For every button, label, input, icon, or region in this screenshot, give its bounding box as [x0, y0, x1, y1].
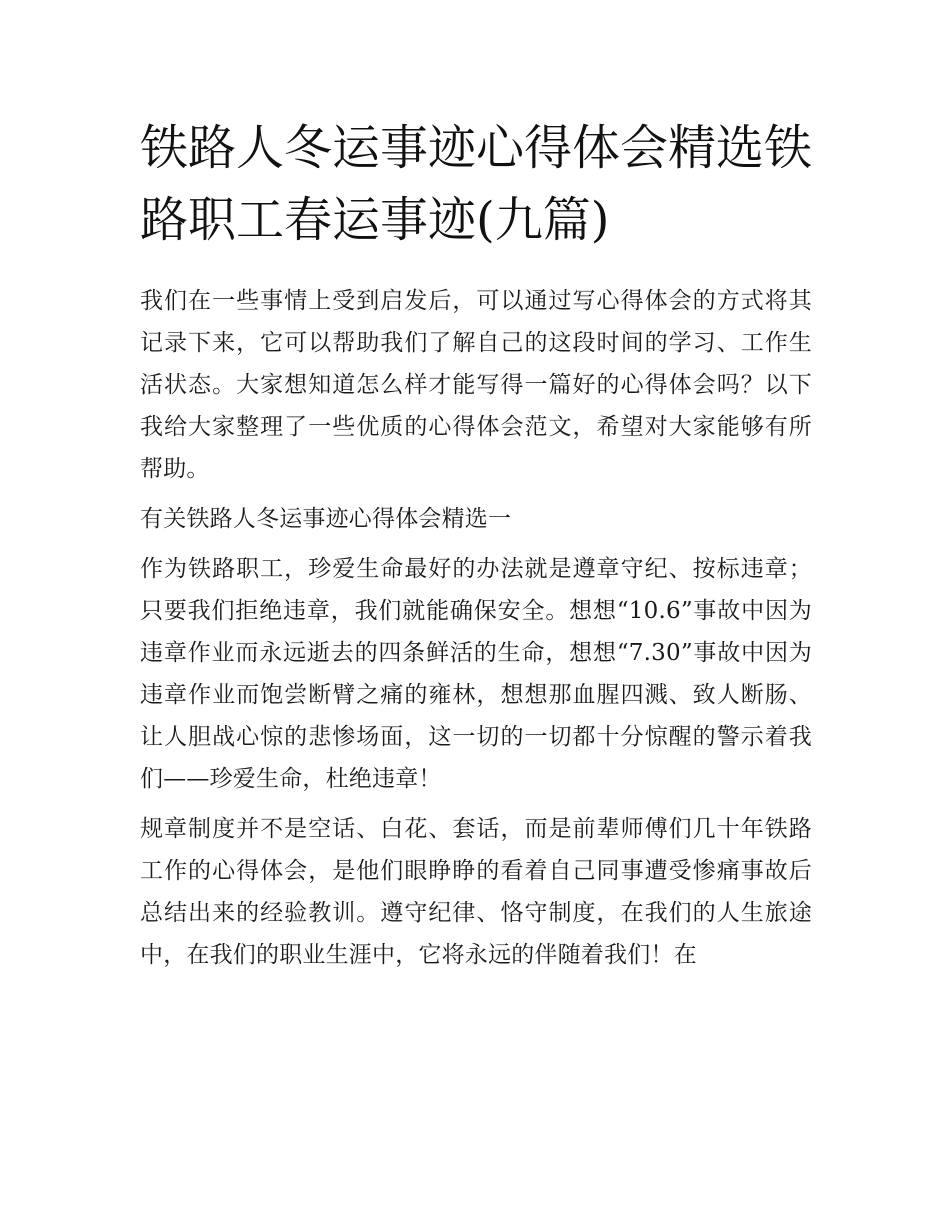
body-paragraph-1: 作为铁路职工，珍爱生命最好的办法就是遵章守纪、按标违章；只要我们拒绝违章，我们就能确保安全。想想“10.6”事故中因为违章作业而永远逝去的四条鲜活的生命，想想“7.30”事故中因为违章作业而饱尝断臂之痛的雍林，想想那血腥四溅、致人断肠、让人胆战心惊的悲惨场面，这一切的一切都十分惊醒的警示着我们——珍爱生命，杜绝违章！ — [140, 556, 812, 792]
body-paragraph-2: 规章制度并不是空话、白花、套话，而是前辈师傅们几十年铁路工作的心得体会，是他们眼睁睁的看着自己同事遭受惨痛事故后总结出来的经验教训。遵守纪律、恪守制度，在我们的人生旅途中，在我们的职业生涯中，它将永远的伴随着我们！在 — [140, 816, 812, 968]
document-title: 铁路人冬运事迹心得体会精选铁路职工春运事迹(九篇) — [140, 120, 813, 248]
intro-paragraph: 我们在一些事情上受到启发后，可以通过写心得体会的方式将其记录下来，它可以帮助我们了解自己的这段时间的学习、工作生活状态。大家想知道怎么样才能写得一篇好的心得体会吗？以下我给大家整理了一些优质的心得体会范文，希望对大家能够有所帮助。 — [140, 288, 812, 482]
section-heading: 有关铁路人冬运事迹心得体会精选一 — [140, 506, 512, 532]
document-body — [140, 280, 812, 984]
